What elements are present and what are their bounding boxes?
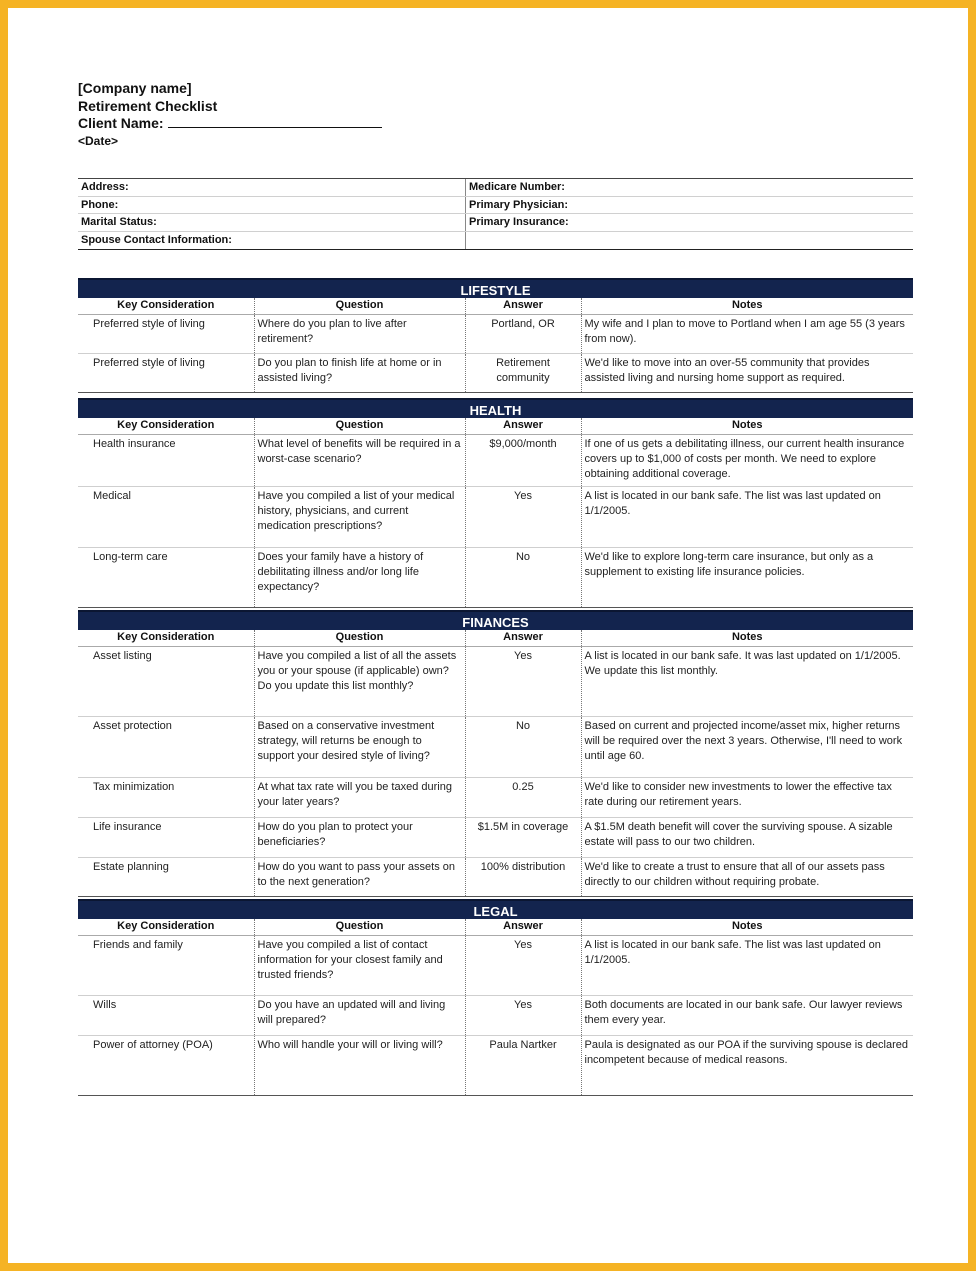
table-header-row	[78, 418, 913, 434]
client-name-field[interactable]	[168, 115, 382, 128]
checklist-table	[78, 298, 913, 393]
notes-cell[interactable]: Based on current and projected income/asset mix, higher returns will be required over the next 3 years. Otherwise, I'll need to work until age 60.	[581, 716, 913, 777]
section-title: LIFESTYLE	[78, 278, 913, 298]
question-cell: How do you want to pass your assets on to the next generation?	[254, 857, 465, 896]
question-cell: Do you have an updated will and living will prepared?	[254, 995, 465, 1035]
question-cell: Have you compiled a list of all the assets you or your spouse (if applicable) own? Do you update this list monthly?	[254, 646, 465, 716]
answer-cell[interactable]: 100% distribution	[465, 857, 581, 896]
notes-cell[interactable]: If one of us gets a debilitating illness, our current health insurance covers up to $1,000 of costs per month. We need to explore obtaining additional coverage.	[581, 434, 913, 486]
info-row	[78, 232, 913, 250]
table-row	[78, 935, 913, 995]
column-header-key-consideration: Key Consideration	[78, 418, 254, 434]
document-title: Retirement Checklist	[78, 97, 218, 114]
checklist-table	[78, 418, 913, 608]
table-row	[78, 777, 913, 817]
checklist-table	[78, 919, 913, 1096]
table-header-row	[78, 298, 913, 314]
table-row	[78, 434, 913, 486]
column-header-key-consideration: Key Consideration	[78, 919, 254, 935]
table-row	[78, 857, 913, 896]
key-consideration-cell: Life insurance	[78, 817, 254, 857]
key-consideration-cell: Power of attorney (POA)	[78, 1035, 254, 1095]
answer-cell[interactable]: Yes	[465, 646, 581, 716]
answer-cell[interactable]: Yes	[465, 935, 581, 995]
answer-cell[interactable]: $9,000/month	[465, 434, 581, 486]
spouse-contact-label: Spouse Contact Information:	[78, 232, 466, 250]
notes-cell[interactable]: We'd like to create a trust to ensure that all of our assets pass directly to our children without requiring probate.	[581, 857, 913, 896]
question-cell: At what tax rate will you be taxed during your later years?	[254, 777, 465, 817]
column-header-answer: Answer	[465, 418, 581, 434]
answer-cell[interactable]: Portland, OR	[465, 314, 581, 353]
table-row	[78, 486, 913, 547]
section-finances	[78, 610, 913, 897]
question-cell: Does your family have a history of debilitating illness and/or long life expectancy?	[254, 547, 465, 607]
question-cell: How do you plan to protect your beneficiaries?	[254, 817, 465, 857]
client-info-grid	[78, 178, 913, 250]
table-row	[78, 353, 913, 392]
table-row	[78, 716, 913, 777]
column-header-notes: Notes	[581, 418, 913, 434]
medicare-label: Medicare Number:	[469, 181, 565, 193]
table-header-row	[78, 630, 913, 646]
answer-cell[interactable]: No	[465, 716, 581, 777]
answer-cell[interactable]: 0.25	[465, 777, 581, 817]
table-header-row	[78, 919, 913, 935]
column-header-question: Question	[254, 298, 465, 314]
physician-label: Primary Physician:	[469, 198, 569, 211]
column-header-question: Question	[254, 919, 465, 935]
key-consideration-cell: Long-term care	[78, 547, 254, 607]
table-row	[78, 995, 913, 1035]
key-consideration-cell: Estate planning	[78, 857, 254, 896]
answer-cell[interactable]: Yes	[465, 486, 581, 547]
column-header-notes: Notes	[581, 298, 913, 314]
notes-cell[interactable]: We'd like to explore long-term care insurance, but only as a supplement to existing life insurance policies.	[581, 547, 913, 607]
table-row	[78, 646, 913, 716]
company-name: [Company name]	[78, 80, 192, 96]
column-header-answer: Answer	[465, 298, 581, 314]
table-row	[78, 817, 913, 857]
section-title: LEGAL	[78, 899, 913, 919]
info-row	[78, 179, 913, 197]
key-consideration-cell: Preferred style of living	[78, 353, 254, 392]
question-cell: Have you compiled a list of contact information for your closest family and trusted friends?	[254, 935, 465, 995]
table-row	[78, 314, 913, 353]
info-empty-cell	[466, 232, 913, 250]
column-header-question: Question	[254, 418, 465, 434]
address-label: Address:	[78, 179, 466, 196]
column-header-notes: Notes	[581, 919, 913, 935]
table-row	[78, 1035, 913, 1095]
section-health	[78, 398, 913, 608]
notes-cell[interactable]: A list is located in our bank safe. The list was last updated on 1/1/2005.	[581, 486, 913, 547]
question-cell: What level of benefits will be required in a worst-case scenario?	[254, 434, 465, 486]
notes-cell[interactable]: Paula is designated as our POA if the surviving spouse is declared incompetent because of medical reasons.	[581, 1035, 913, 1095]
section-title: HEALTH	[78, 398, 913, 418]
question-cell: Have you compiled a list of your medical history, physicians, and current medication prescriptions?	[254, 486, 465, 547]
key-consideration-cell: Tax minimization	[78, 777, 254, 817]
phone-label: Phone:	[78, 197, 466, 214]
table-row	[78, 547, 913, 607]
checklist-table	[78, 630, 913, 897]
info-row	[78, 197, 913, 215]
answer-cell[interactable]: Retirement community	[465, 353, 581, 392]
key-consideration-cell: Medical	[78, 486, 254, 547]
notes-cell[interactable]: A list is located in our bank safe. It was last updated on 1/1/2005. We update this list monthly.	[581, 646, 913, 716]
notes-cell[interactable]: My wife and I plan to move to Portland when I am age 55 (3 years from now).	[581, 314, 913, 353]
column-header-notes: Notes	[581, 630, 913, 646]
notes-cell[interactable]: We'd like to consider new investments to lower the effective tax rate during our retirement years.	[581, 777, 913, 817]
notes-cell[interactable]: A $1.5M death benefit will cover the surviving spouse. A sizable estate will pass to our two children.	[581, 817, 913, 857]
notes-cell[interactable]: Both documents are located in our bank safe. Our lawyer reviews them every year.	[581, 995, 913, 1035]
notes-cell[interactable]: A list is located in our bank safe. The list was last updated on 1/1/2005.	[581, 935, 913, 995]
key-consideration-cell: Asset protection	[78, 716, 254, 777]
question-cell: Who will handle your will or living will?	[254, 1035, 465, 1095]
key-consideration-cell: Health insurance	[78, 434, 254, 486]
column-header-key-consideration: Key Consideration	[78, 298, 254, 314]
notes-cell[interactable]: We'd like to move into an over-55 community that provides assisted living and nursing home support as required.	[581, 353, 913, 392]
key-consideration-cell: Friends and family	[78, 935, 254, 995]
answer-cell[interactable]: $1.5M in coverage	[465, 817, 581, 857]
key-consideration-cell: Asset listing	[78, 646, 254, 716]
column-header-question: Question	[254, 630, 465, 646]
column-header-key-consideration: Key Consideration	[78, 630, 254, 646]
insurance-label: Primary Insurance:	[469, 216, 569, 228]
section-lifestyle	[78, 278, 913, 393]
answer-cell[interactable]: No	[465, 547, 581, 607]
answer-cell[interactable]: Yes	[465, 995, 581, 1035]
client-name-label: Client Name:	[78, 115, 164, 131]
date-placeholder: <Date>	[78, 133, 119, 148]
question-cell: Do you plan to finish life at home or in assisted living?	[254, 353, 465, 392]
marital-status-label: Marital Status:	[78, 214, 466, 231]
answer-cell[interactable]: Paula Nartker	[465, 1035, 581, 1095]
key-consideration-cell: Preferred style of living	[78, 314, 254, 353]
client-name-line	[78, 115, 913, 133]
section-legal	[78, 899, 913, 1096]
question-cell: Based on a conservative investment strategy, will returns be enough to support your desired style of living?	[254, 716, 465, 777]
section-title: FINANCES	[78, 610, 913, 630]
info-row	[78, 214, 913, 232]
column-header-answer: Answer	[465, 630, 581, 646]
column-header-answer: Answer	[465, 919, 581, 935]
key-consideration-cell: Wills	[78, 995, 254, 1035]
document-header	[78, 80, 913, 149]
document-page	[78, 80, 913, 1066]
question-cell: Where do you plan to live after retirement?	[254, 314, 465, 353]
